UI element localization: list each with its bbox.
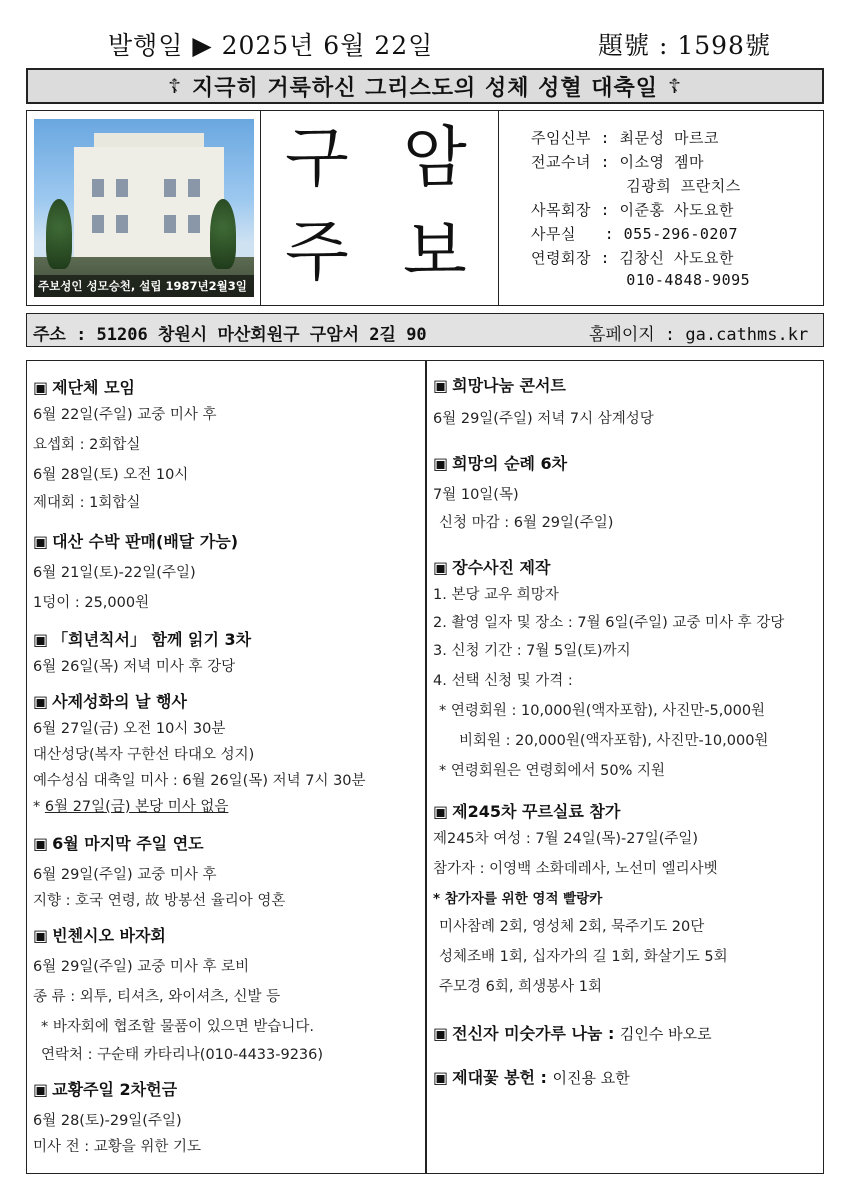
- square-icon: ▣: [433, 1068, 449, 1087]
- notice-line: 6월 29일(주일) 교중 미사 후 로비: [33, 959, 250, 975]
- bulletin-title: [263, 111, 499, 305]
- notice-line: 6월 29일(주일) 저녁 7시 삼계성당: [433, 411, 654, 427]
- photo-cell: [27, 111, 261, 305]
- notice-line: 종 류 : 외투, 티셔츠, 와이셔츠, 신발 등: [33, 989, 281, 1005]
- photo-caption: 주보성인 성모승천, 설립 1987년2월3일: [34, 275, 254, 297]
- section-title: ▣ 희망의 순례 6차: [433, 454, 568, 473]
- section-title: ▣ 빈첸시오 바자회: [33, 926, 166, 945]
- notice-line: 6월 26일(목) 저녁 미사 후 강당: [33, 659, 236, 675]
- feast-banner: [26, 68, 824, 104]
- parish-info: [501, 119, 821, 303]
- notice-line: 6월 29일(주일) 교중 미사 후: [33, 867, 217, 883]
- notice-line: * 연령회원 : 10,000원(액자포함), 사진만-5,000원: [439, 703, 766, 719]
- notice-line: 6월 21일(토)-22일(주일): [33, 565, 196, 581]
- notice-line: 연락처 : 구순태 카타리나(010-4433-9236): [41, 1047, 324, 1063]
- notice-line: 2. 촬영 일자 및 장소 : 7월 6일(주일) 교중 미사 후 강당: [433, 615, 785, 631]
- address: 주소 : 51206 창원시 마산회원구 구암서 2길 90: [33, 325, 427, 345]
- section-title: ▣ 제대꽃 봉헌 : 이진용 요한: [433, 1068, 630, 1087]
- church-photo: [34, 119, 254, 297]
- square-icon: ▣: [433, 1024, 449, 1043]
- masthead: [26, 110, 824, 306]
- section-title: ▣ 6월 마지막 주일 연도: [33, 834, 204, 853]
- title-char: 암: [403, 119, 467, 196]
- notice-line: 제245차 여성 : 7월 24일(목)-27일(주일): [433, 831, 699, 847]
- notice-line: 지향 : 호국 연령, 故 방봉선 율리아 영혼: [33, 893, 286, 909]
- info-sister-2: 김광희 프란치스: [531, 177, 741, 195]
- square-icon: ▣: [33, 692, 49, 711]
- publish-date: 발행일 ▶ 2025년 6월 22일: [108, 31, 434, 60]
- section-title: ▣ 장수사진 제작: [433, 558, 551, 577]
- notice-line: 6월 22일(주일) 교중 미사 후: [33, 407, 217, 423]
- square-icon: ▣: [433, 376, 449, 395]
- notice-line: * 연령회원은 연령회에서 50% 지원: [439, 763, 665, 779]
- notice-line: 3. 신청 기간 : 7월 5일(토)까지: [433, 643, 631, 659]
- feast-title: 지극히 거룩하신 그리스도의 성체 성혈 대축일: [191, 75, 659, 101]
- notice-line: 참가자 : 이영백 소화데레사, 노선미 엘리사벳: [433, 861, 718, 877]
- notice-line: 미사 전 : 교황을 위한 기도: [33, 1139, 202, 1155]
- notice-subtitle: * 참가자를 위한 영적 빨랑카: [433, 891, 603, 907]
- notices: [26, 360, 824, 1174]
- homepage: 홈페이지 : ga.cathms.kr: [589, 325, 809, 345]
- info-funeral-phone: 010-4848-9095: [531, 271, 751, 289]
- title-char: 주: [285, 213, 349, 290]
- info-pastor: 주임신부 : 최문성 마르코: [531, 129, 720, 147]
- notice-line: 4. 선택 신청 및 가격 :: [433, 673, 573, 689]
- info-funeral: 연령회장 : 김창신 사도요한: [531, 249, 735, 267]
- notice-line: 주모경 6회, 희생봉사 1회: [439, 979, 602, 995]
- notice-line: 7월 10일(목): [433, 487, 519, 503]
- issue-number: 題號 : 1598號: [598, 31, 771, 60]
- square-icon: ▣: [33, 1080, 49, 1099]
- section-title: ▣ 전신자 미숫가루 나눔 : 김인수 바오로: [433, 1024, 712, 1043]
- notice-line: 6월 27일(금) 오전 10시 30분: [33, 721, 226, 737]
- notice-line: 대산성당(복자 구한선 타대오 성지): [33, 747, 255, 763]
- square-icon: ▣: [433, 558, 449, 577]
- notice-line: 신청 마감 : 6월 29일(주일): [439, 515, 614, 531]
- notice-line: * 바자회에 협조할 물품이 있으면 받습니다.: [41, 1019, 315, 1035]
- notice-line: 6월 28(토)-29일(주일): [33, 1113, 182, 1129]
- section-title: ▣ 희망나눔 콘서트: [433, 376, 566, 395]
- notice-line: 제대회 : 1회합실: [33, 495, 141, 511]
- section-title: ▣ 제245차 꾸르실료 참가: [433, 802, 621, 821]
- square-icon: ▣: [33, 630, 49, 649]
- section-title: ▣ 대산 수박 판매(배달 가능): [33, 532, 239, 551]
- notice-line: 1덩이 : 25,000원: [33, 595, 150, 611]
- section-title: ▣ 교황주일 2차헌금: [33, 1080, 178, 1099]
- square-icon: ▣: [33, 378, 49, 397]
- title-char: 보: [403, 213, 467, 290]
- notice-line: 성체조배 1회, 십자가의 길 1회, 화살기도 5회: [439, 949, 728, 965]
- info-sister: 전교수녀 : 이소영 젬마: [531, 153, 705, 171]
- square-icon: ▣: [433, 454, 449, 473]
- section-title: ▣ 「희년칙서」 함께 읽기 3차: [33, 630, 252, 649]
- notice-line: 미사참례 2회, 영성체 2회, 묵주기도 20단: [439, 919, 705, 935]
- issue-header: [0, 22, 848, 62]
- cross-icon: ☦: [167, 74, 182, 98]
- notice-line: 1. 본당 교우 희망자: [433, 587, 559, 603]
- info-office: 사무실 : 055-296-0207: [531, 225, 738, 243]
- notice-line: 예수성심 대축일 미사 : 6월 26일(목) 저녁 7시 30분: [33, 773, 366, 789]
- square-icon: ▣: [33, 834, 49, 853]
- notice-line: 비회원 : 20,000원(액자포함), 사진만-10,000원: [459, 733, 769, 749]
- square-icon: ▣: [33, 926, 49, 945]
- title-char: 구: [285, 119, 349, 196]
- notice-line: 요셉회 : 2회합실: [33, 437, 141, 453]
- notice-line: * 6월 27일(금) 본당 미사 없음: [33, 799, 229, 815]
- notice-line: 6월 28일(토) 오전 10시: [33, 467, 189, 483]
- square-icon: ▣: [433, 802, 449, 821]
- address-bar: [26, 313, 824, 347]
- info-council: 사목회장 : 이준홍 사도요한: [531, 201, 735, 219]
- square-icon: ▣: [33, 532, 49, 551]
- section-title: ▣ 제단체 모임: [33, 378, 135, 397]
- section-title: ▣ 사제성화의 날 행사: [33, 692, 187, 711]
- cross-icon: ☦: [668, 74, 683, 98]
